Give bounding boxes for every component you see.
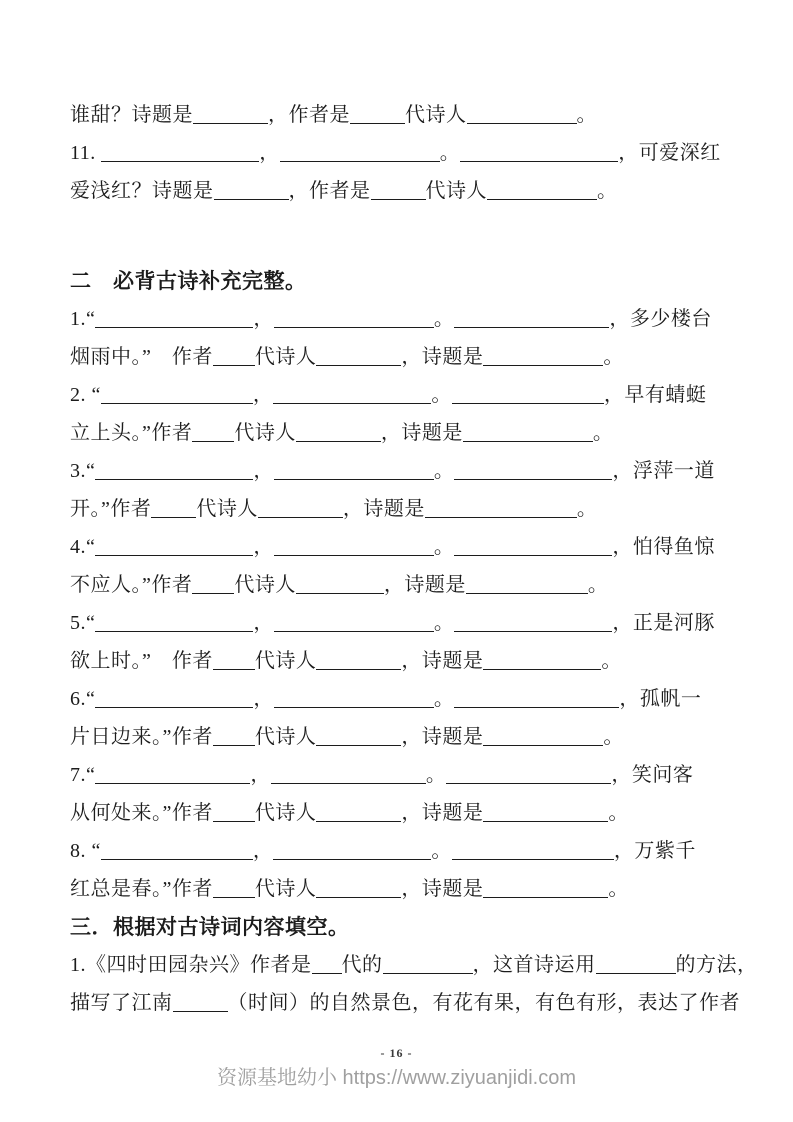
text-run: ， — [253, 460, 274, 482]
fill-in-blank — [454, 611, 612, 632]
fill-in-blank — [213, 345, 255, 366]
text-run: 6.“ — [70, 688, 96, 710]
fill-in-blank — [483, 877, 608, 898]
text-run: ，正是河豚 — [612, 612, 715, 634]
text-run: ，浮萍一道 — [612, 460, 715, 482]
text-run: 代诗人 — [405, 104, 467, 126]
fill-in-blank — [95, 535, 253, 556]
text-run: ，诗题是 — [401, 650, 484, 672]
s2-q1-line1 — [70, 300, 725, 338]
s2-q4-line2 — [70, 566, 725, 604]
s3-q1-line2 — [70, 984, 740, 1022]
text-run: 代诗人 — [254, 726, 317, 748]
text-run: 欲上时。” 作者 — [70, 650, 213, 672]
text-run: ，作者是 — [268, 104, 350, 126]
text-run: 的方法， — [675, 954, 758, 976]
text-run: ，诗题是 — [401, 878, 484, 900]
text-run: 。 — [439, 142, 461, 164]
text-run: 。 — [433, 308, 455, 330]
text-run: 三．根据对古诗词内容填空。 — [70, 915, 350, 939]
fill-in-blank — [273, 839, 431, 860]
text-run: 。 — [597, 180, 618, 202]
fill-in-blank — [258, 497, 343, 518]
text-run: 描写了江南 — [70, 992, 173, 1014]
worksheet-lines — [70, 96, 758, 1022]
text-run: ，诗题是 — [401, 346, 484, 368]
text-run: ，诗题是 — [380, 422, 463, 444]
text-run: ， — [259, 142, 280, 164]
text-run: 。 — [576, 104, 597, 126]
text-run: 8. “ — [70, 840, 101, 862]
text-run: 爱浅红？诗题是 — [70, 180, 214, 202]
text-run: 。 — [587, 574, 609, 596]
fill-in-blank — [483, 345, 603, 366]
text-run: 7.“ — [70, 764, 96, 786]
text-run: ，万紫千 — [613, 840, 696, 862]
text-run: 。 — [603, 346, 624, 368]
text-run: ，诗题是 — [383, 574, 466, 596]
text-run: 立上头。”作者 — [70, 422, 193, 444]
s2-q5-line2 — [70, 642, 725, 680]
fill-in-blank — [173, 991, 228, 1012]
fill-in-blank — [213, 801, 255, 822]
s2-q8-line1 — [70, 832, 725, 870]
text-run: 1.《四时田园杂兴》作者是 — [70, 954, 312, 976]
s2-q3-line1 — [70, 452, 725, 490]
text-run: 。 — [576, 498, 598, 520]
text-run: 代诗人 — [425, 180, 487, 202]
text-run: 代诗人 — [254, 650, 317, 672]
fill-in-blank — [446, 763, 611, 784]
text-run: 。 — [608, 802, 629, 824]
fill-in-blank — [350, 103, 405, 124]
fill-in-blank — [467, 103, 577, 124]
s2-q3-line2 — [70, 490, 725, 528]
text-run: 代诗人 — [254, 346, 317, 368]
text-run: 。 — [608, 878, 629, 900]
text-run: ， — [253, 536, 274, 558]
fill-in-blank — [192, 573, 234, 594]
s2-q4-line1 — [70, 528, 725, 566]
fill-in-blank — [296, 421, 381, 442]
fill-in-blank — [460, 141, 618, 162]
fill-in-blank — [296, 573, 384, 594]
s2-q7-line2 — [70, 794, 725, 832]
section1-q11-tail — [70, 172, 725, 210]
fill-in-blank — [101, 839, 253, 860]
section3-heading — [70, 908, 725, 946]
text-run: ，诗题是 — [401, 726, 484, 748]
text-run: 。 — [433, 536, 455, 558]
text-run: ，怕得鱼惊 — [612, 536, 715, 558]
fill-in-blank — [280, 141, 440, 162]
fill-in-blank — [274, 611, 434, 632]
text-run: 。 — [425, 764, 447, 786]
text-run: 不应人。”作者 — [70, 574, 193, 596]
text-run: ，笑问客 — [611, 764, 694, 786]
fill-in-blank — [454, 459, 612, 480]
text-run: 代诗人 — [196, 498, 258, 520]
text-run: 代的 — [341, 954, 383, 976]
fill-in-blank — [425, 497, 577, 518]
s3-q1-line1 — [70, 946, 758, 984]
text-run: ， — [250, 764, 271, 786]
fill-in-blank — [487, 179, 597, 200]
text-run: ，诗题是 — [401, 802, 484, 824]
section2-heading — [70, 262, 725, 300]
page-number: - 16 - — [380, 1046, 413, 1060]
text-run: ， — [253, 308, 274, 330]
text-run: 2. “ — [70, 384, 101, 406]
fill-in-blank — [213, 725, 255, 746]
fill-in-blank — [596, 953, 676, 974]
text-run: 代诗人 — [254, 878, 317, 900]
text-run: 4.“ — [70, 536, 96, 558]
text-run: 二 必背古诗补充完整。 — [70, 269, 307, 293]
fill-in-blank — [273, 383, 431, 404]
s2-q2-line1 — [70, 376, 725, 414]
fill-in-blank — [151, 497, 196, 518]
text-run: 谁甜？诗题是 — [70, 104, 193, 126]
text-run: 代诗人 — [234, 574, 296, 596]
text-run: ， — [252, 384, 274, 406]
fill-in-blank — [483, 801, 608, 822]
fill-in-blank — [271, 763, 426, 784]
text-run: ，可爱深红 — [618, 142, 721, 164]
text-run: 红总是春。”作者 — [70, 878, 213, 900]
text-run: ，这首诗运用 — [472, 954, 596, 976]
text-run: 。 — [601, 650, 622, 672]
fill-in-blank — [463, 421, 593, 442]
text-run: 。 — [431, 384, 452, 406]
fill-in-blank — [274, 307, 434, 328]
text-run: 3.“ — [70, 460, 96, 482]
text-run: 片日边来。”作者 — [70, 726, 213, 748]
text-run: 。 — [433, 688, 455, 710]
text-run: ， — [253, 688, 274, 710]
text-run: ，早有蜻蜓 — [603, 384, 707, 406]
fill-in-blank — [274, 687, 434, 708]
text-run: 烟雨中。” 作者 — [70, 346, 213, 368]
text-run: ，作者是 — [288, 180, 371, 202]
text-run: ，孤帆一 — [619, 688, 702, 710]
fill-in-blank — [274, 459, 434, 480]
section1-q11-line — [70, 134, 725, 172]
fill-in-blank — [316, 801, 401, 822]
s2-q2-line2 — [70, 414, 725, 452]
site-watermark: 资源基地幼小 https://www.ziyuanjidi.com — [217, 1067, 576, 1089]
fill-in-blank — [312, 953, 342, 974]
fill-in-blank — [193, 103, 268, 124]
fill-in-blank — [192, 421, 234, 442]
text-run: ，多少楼台 — [609, 308, 712, 330]
fill-in-blank — [371, 179, 426, 200]
fill-in-blank — [274, 535, 434, 556]
s2-q7-line1 — [70, 756, 725, 794]
text-run: 1.“ — [70, 308, 96, 330]
s2-q8-line2 — [70, 870, 725, 908]
fill-in-blank — [213, 877, 255, 898]
fill-in-blank — [101, 141, 259, 162]
section1-q10-tail — [70, 96, 725, 134]
fill-in-blank — [452, 383, 604, 404]
text-run: 。 — [433, 460, 455, 482]
s2-q1-line2 — [70, 338, 725, 376]
text-run: ，诗题是 — [342, 498, 425, 520]
fill-in-blank — [316, 725, 401, 746]
text-run: 。 — [431, 840, 452, 862]
fill-in-blank — [101, 383, 253, 404]
fill-in-blank — [452, 839, 614, 860]
text-run: ， — [253, 612, 274, 634]
s2-q5-line1 — [70, 604, 725, 642]
fill-in-blank — [454, 687, 619, 708]
fill-in-blank — [95, 307, 253, 328]
s2-q6-line1 — [70, 680, 725, 718]
text-run: 。 — [603, 726, 624, 748]
fill-in-blank — [213, 649, 255, 670]
text-run: ， — [252, 840, 274, 862]
fill-in-blank — [316, 877, 401, 898]
text-run: 代诗人 — [234, 422, 296, 444]
text-run: 代诗人 — [254, 802, 317, 824]
fill-in-blank — [483, 725, 603, 746]
fill-in-blank — [95, 611, 253, 632]
text-run: 从何处来。”作者 — [70, 802, 213, 824]
fill-in-blank — [95, 687, 253, 708]
fill-in-blank — [454, 307, 609, 328]
text-run: 。 — [433, 612, 455, 634]
text-run: （时间）的自然景色，有花有果，有色有形，表达了作者 — [227, 992, 740, 1014]
page-footer — [0, 1044, 793, 1090]
fill-in-blank — [214, 179, 289, 200]
fill-in-blank — [95, 763, 250, 784]
text-run: 。 — [592, 422, 614, 444]
fill-in-blank — [95, 459, 253, 480]
fill-in-blank — [454, 535, 612, 556]
fill-in-blank — [316, 345, 401, 366]
text-run: 开。”作者 — [70, 498, 152, 520]
text-run: 5.“ — [70, 612, 96, 634]
fill-in-blank — [316, 649, 401, 670]
fill-in-blank — [483, 649, 601, 670]
fill-in-blank — [383, 953, 473, 974]
s2-q6-line2 — [70, 718, 725, 756]
text-run: 11. — [70, 142, 102, 164]
fill-in-blank — [466, 573, 588, 594]
